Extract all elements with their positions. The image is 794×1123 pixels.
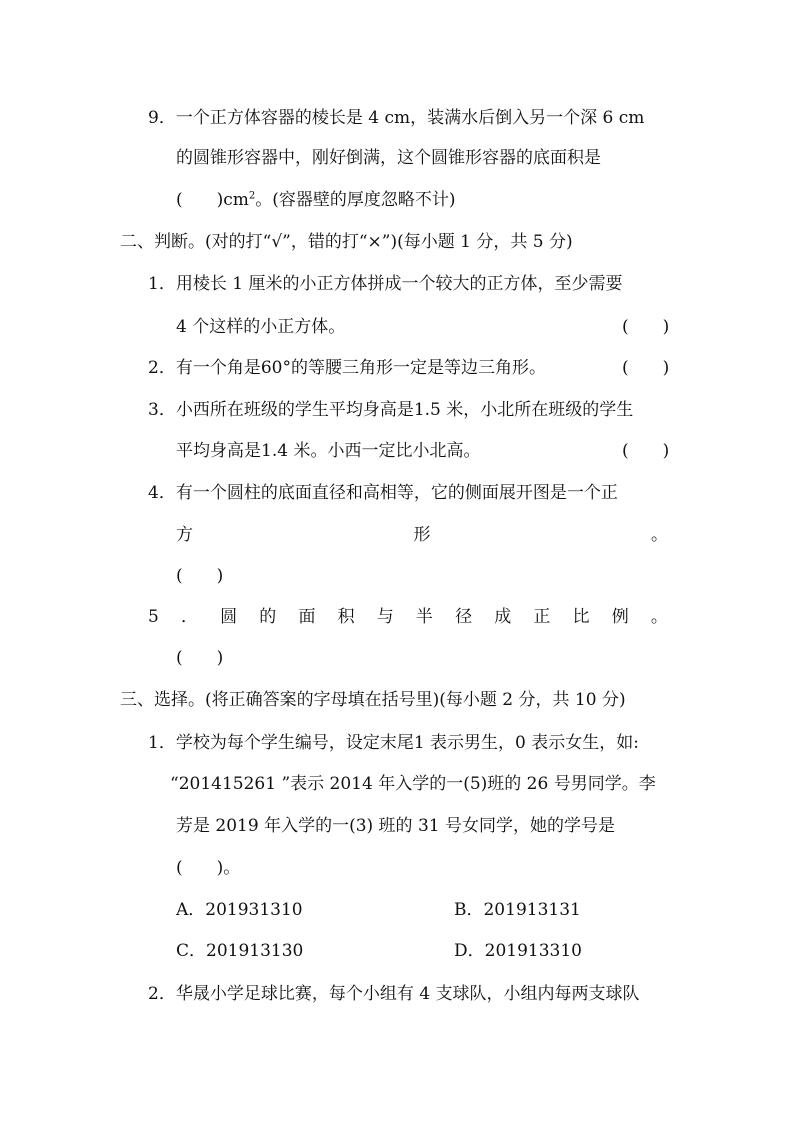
option-d[interactable]: D．201913310 — [454, 941, 582, 961]
judge-item-4-line2: 方 形 。 — [176, 525, 668, 545]
judge-item-2-answer-blank[interactable]: ( ) — [622, 358, 670, 378]
judge-item-4-answer-blank[interactable]: ( ) — [176, 566, 224, 586]
judge-item-2-line1: 2．有一个角是60°的等腰三角形一定是等边三角形。 — [148, 358, 546, 378]
choice-q1-answer-blank[interactable]: ( )。 — [176, 858, 241, 878]
choice-q2-line1: 2．华晟小学足球比赛，每个小组有 4 支球队，小组内每两支球队 — [148, 984, 640, 1004]
q9-answer-blank[interactable]: ( )cm — [176, 190, 249, 210]
choice-q1-line2: “201415261 ”表示 2014 年入学的一(5)班的 26 号男同学。李 — [170, 774, 656, 794]
judge-item-1-line2: 4 个这样的小正方体。 — [176, 317, 346, 337]
section3-header: 三、选择。(将正确答案的字母填在括号里)(每小题 2 分，共 10 分) — [120, 690, 626, 710]
option-c[interactable]: C．201913130 — [176, 941, 304, 961]
judge-item-1-line1: 1．用棱长 1 厘米的小正方体拼成一个较大的正方体，至少需要 — [148, 274, 623, 294]
choice-q1-line1: 1．学校为每个学生编号，设定末尾1 表示男生，0 表示女生，如: — [148, 733, 639, 753]
q9-note: 。(容器壁的厚度忽略不计) — [255, 190, 456, 210]
q9-unit-superscript: 2 — [248, 190, 256, 202]
judge-item-5-answer-blank[interactable]: ( ) — [176, 648, 224, 668]
judge-item-3-answer-blank[interactable]: ( ) — [622, 441, 670, 461]
q9-line1: 9．一个正方体容器的棱长是 4 cm，装满水后倒入另一个深 6 cm — [148, 108, 645, 128]
option-a[interactable]: A．201931310 — [176, 900, 303, 920]
q9-line2: 的圆锥形容器中，刚好倒满，这个圆锥形容器的底面积是 — [176, 148, 601, 168]
section2-header: 二、判断。(对的打“√”，错的打“×”)(每小题 1 分，共 5 分) — [120, 232, 573, 252]
choice-q1-line3: 芳是 2019 年入学的一(3) 班的 31 号女同学，她的学号是 — [176, 816, 615, 836]
q9-line3 — [176, 188, 456, 212]
judge-item-3-line2: 平均身高是1.4 米。小西一定比小北高。 — [176, 441, 481, 461]
judge-item-4-line1: 4．有一个圆柱的底面直径和高相等，它的侧面展开图是一个正 — [148, 483, 618, 503]
option-b[interactable]: B．201913131 — [454, 900, 581, 920]
judge-item-3-line1: 3．小西所在班级的学生平均身高是1.5 米，小北所在班级的学生 — [148, 400, 634, 420]
judge-item-5-line1: 5 ． 圆 的 面 积 与 半 径 成 正 比 例 。 — [148, 607, 668, 627]
judge-item-1-answer-blank[interactable]: ( ) — [622, 317, 670, 337]
